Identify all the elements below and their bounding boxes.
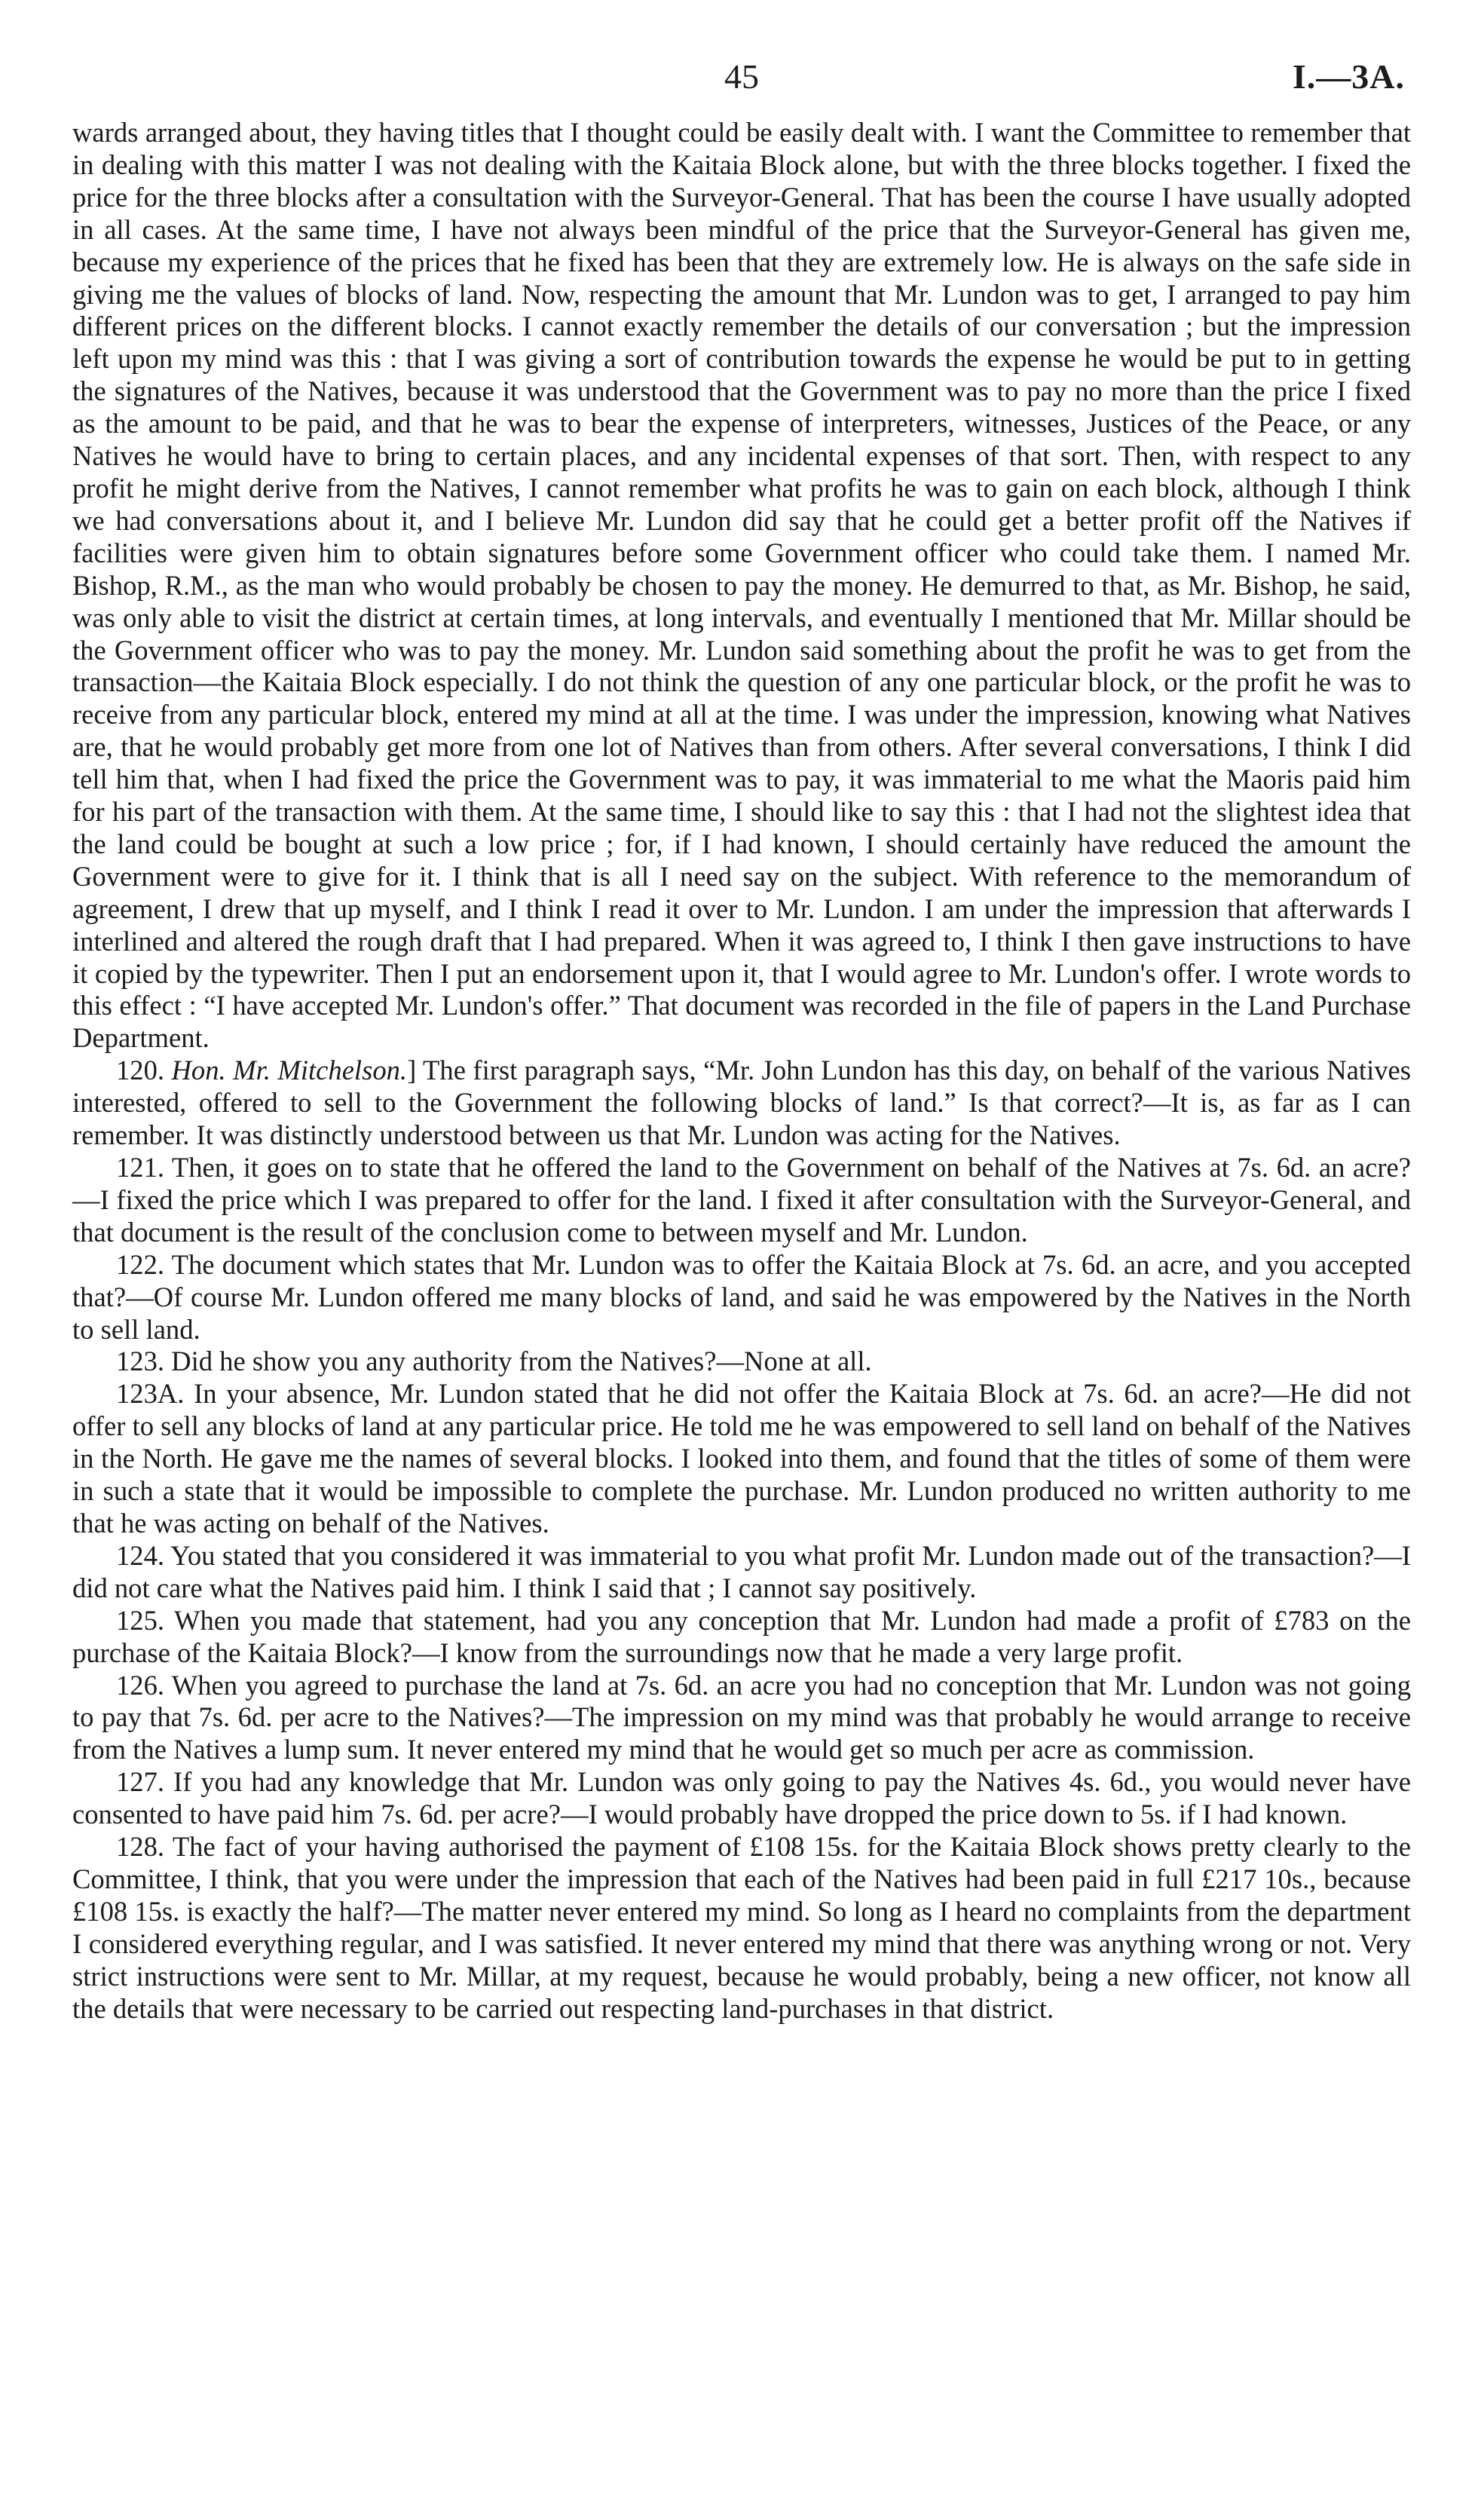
speaker-name: Hon. Mr. Mitchelson. — [171, 1055, 408, 1086]
question-number: 123. — [116, 1346, 165, 1377]
question-number: 123A. — [116, 1378, 185, 1410]
question-125 — [72, 1605, 1411, 1670]
question-number: 128. — [116, 1831, 165, 1863]
question-number: 120. — [116, 1055, 165, 1086]
question-text: When you made that statement, had you any conception that Mr. Lundon had made a profit of £783 on the purchase of the Kaitaia Block?—I know from the surroundings now that he made a very large profit. — [72, 1604, 1411, 1668]
page-number: 45 — [724, 57, 759, 96]
paragraph-text: wards arranged about, they having titles that I thought could be easily dealt with. I want the Committee to remember that in dealing with this matter I was not dealing with the Kaitaia Block alone, but with the three blocks together. I fixed the price for the three blocks after a consultation with the Surveyor-General. That has been the course I have usually adopted in all cases. At the same time, I have not always been mindful of the price that the Surveyor-General has given me, because my experience of the prices that he fixed has been that they are extremely low. He is always on the safe side in giving me the values of blocks of land. Now, respecting the amount that Mr. Lundon was to get, I arranged to pay him different prices on the different blocks. I cannot exactly remember the details of our conversation ; but the impression left upon my mind was this : that I was giving a sort of contribution towards the expense he would be put to in getting the signatures of the Natives, because it was understood that the Government was to pay no more than the price I fixed as the amount to be paid, and that he was to bear the expense of interpreters, witnesses, Justices of the Peace, or any Natives he would have to bring to certain places, and any incidental expenses of that sort. Then, with respect to any profit he might derive from the Natives, I cannot remember what profits he was to gain on each block, although I think we had conversations about it, and I believe Mr. Lundon did say that he could get a better profit off the Natives if facilities were given him to obtain signatures before some Government officer who could take them. I named Mr. Bishop, R.M., as the man who would probably be chosen to pay the money. He demurred to that, as Mr. Bishop, he said, was only able to visit the district at certain times, at long intervals, and eventually I mentioned that Mr. Millar should be the Government officer who was to pay the money. Mr. Lundon said something about the profit he was to get from the transaction—the Kaitaia Block especially. I do not think the question of any one particular block, or the profit he was to receive from any particular block, entered my mind at all at the time. I was under the impression, knowing what Natives are, that he would probably get more from one lot of Natives than from others. After several conversations, I think I did tell him that, when I had fixed the price the Government was to pay, it was immaterial to me what the Maoris paid him for his part of the transaction with them. At the same time, I should like to say this : that I had not the slightest idea that the land could be bought at such a low price ; for, if I had known, I should certainly have reduced the amount the Government were to give for it. I think that is all I need say on the subject. With reference to the memorandum of agreement, I drew that up myself, and I think I read it over to Mr. Lundon. I am under the impression that afterwards I interlined and altered the rough draft that I had prepared. When it was agreed to, I think I then gave instructions to have it copied by the typewriter. Then I put an endorsement upon it, that I would agree to Mr. Lundon's offer. I wrote words to this effect : “I have accepted Mr. Lundon's offer.” That document was recorded in the file of papers in the Land Purchase Department. — [72, 117, 1411, 1054]
paragraph-continuation — [72, 117, 1411, 1055]
question-121 — [72, 1152, 1411, 1249]
question-text: The fact of your having authorised the payment of £108 15s. for the Kaitaia Block shows pretty clearly to the Committee, I think, that you were under the impression that each of the Natives had been paid in full £217 10s., because £108 15s. is exactly the half?—The matter never entered my mind. So long as I heard no complaints from the department I considered everything regular, and I was satisfied. It never entered my mind that there was anything wrong or not. Very strict instructions were sent to Mr. Millar, at my request, because he would probably, being a new officer, not know all the details that were necessary to be carried out respecting land-purchases in that district. — [72, 1831, 1411, 2024]
question-text: Did he show you any authority from the Natives?—None at all. — [171, 1346, 872, 1377]
question-text: You stated that you considered it was immaterial to you what profit Mr. Lundon made out of the transaction?—I did not care what the Natives paid him. I think I said that ; I cannot say positively. — [72, 1539, 1411, 1603]
question-number: 122. — [116, 1248, 165, 1280]
body-text — [72, 117, 1411, 2025]
question-text: ] The first paragraph says, “Mr. John Lundon has this day, on behalf of the various Natives interested, offered to sell to the Government the following blocks of land.” Is that correct?—It is, as far as I can remember. It was distinctly understood between us that Mr. Lundon was acting for the Natives. — [72, 1055, 1411, 1151]
question-text: If you had any knowledge that Mr. Lundon was only going to pay the Natives 4s. 6d., you would never have consented to have paid him 7s. 6d. per acre?—I would probably have dropped the price down to 5s. if I had known. — [72, 1766, 1411, 1830]
question-123 — [72, 1346, 1411, 1378]
question-number: 126. — [116, 1669, 165, 1701]
question-number: 127. — [116, 1766, 165, 1798]
question-number: 124. — [116, 1539, 165, 1571]
question-124 — [72, 1540, 1411, 1605]
page-header — [72, 57, 1411, 117]
question-text: When you agreed to purchase the land at 7s. 6d. an acre you had no conception that Mr. Lundon was not going to pay that 7s. 6d. per acre to the Natives?—The impression on my mind was that probably he would arrange to receive from the Natives a lump sum. It never entered my mind that he would get so much per acre as commission. — [72, 1669, 1412, 1765]
question-text: The document which states that Mr. Lundon was to offer the Kaitaia Block at 7s. 6d. an acre, and you accepted that?—Of course Mr. Lundon offered me many blocks of land, and said he was empowered by the Natives in the North to sell land. — [72, 1248, 1412, 1345]
document-reference: I.—3A. — [1292, 57, 1405, 96]
question-120 — [72, 1055, 1411, 1152]
question-122 — [72, 1249, 1411, 1346]
question-123a — [72, 1378, 1411, 1540]
question-number: 125. — [116, 1604, 165, 1636]
document-page — [72, 57, 1411, 2025]
question-text: Then, it goes on to state that he offered the land to the Government on behalf of the Natives at 7s. 6d. an acre?—I fixed the price which I was prepared to offer for the land. I fixed it after consultation with the Surveyor-General, and that document is the result of the conclusion come to between myself and Mr. Lundon. — [72, 1152, 1412, 1248]
question-number: 121. — [116, 1152, 165, 1183]
question-128 — [72, 1831, 1411, 2025]
question-126 — [72, 1670, 1411, 1767]
question-text: In your absence, Mr. Lundon stated that he did not offer the Kaitaia Block at 7s. 6d. an acre?—He did not offer to sell any blocks of land at any particular price. He told me he was empowered to sell land on behalf of the Natives in the North. He gave me the names of several blocks. I looked into them, and found that the titles of some of them were in such a state that it would be impossible to complete the purchase. Mr. Lundon produced no written authority to me that he was acting on behalf of the Natives. — [72, 1378, 1411, 1539]
question-127 — [72, 1766, 1411, 1831]
